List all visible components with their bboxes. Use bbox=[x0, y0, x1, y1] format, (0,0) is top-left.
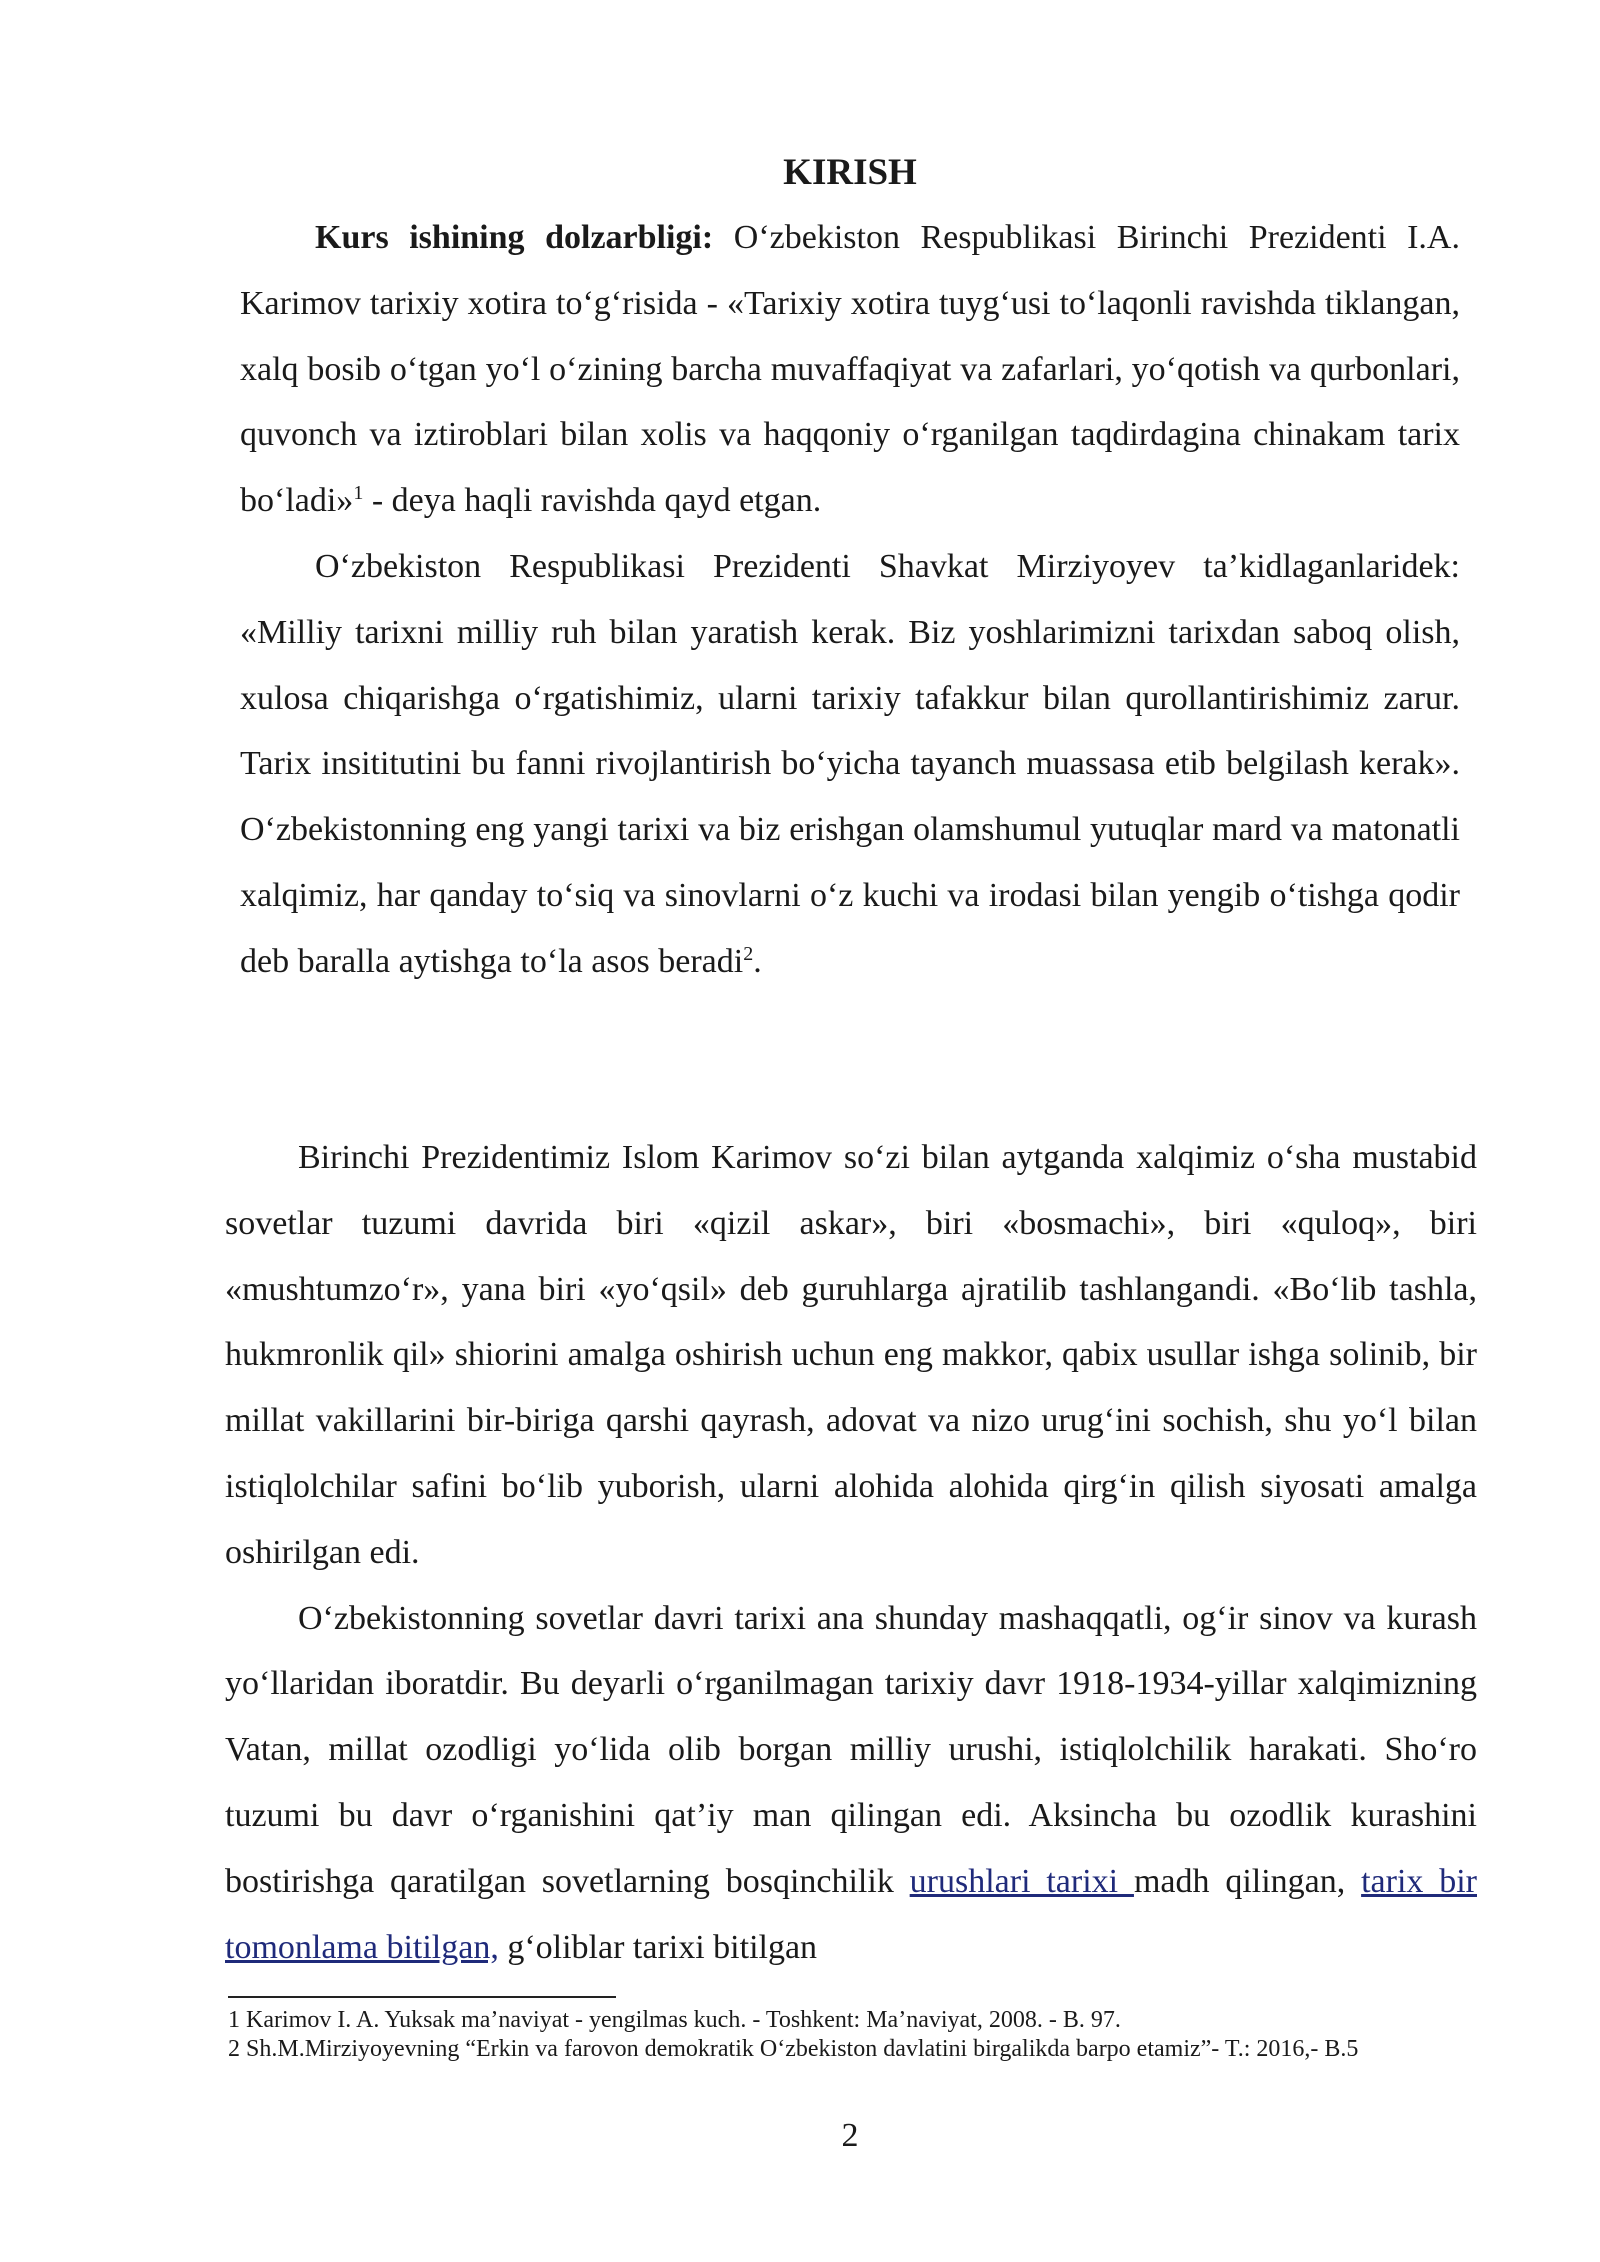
intro-text-end: - deya haqli ravishda qayd etgan. bbox=[363, 482, 822, 520]
intro-block bbox=[240, 205, 1460, 995]
paragraph-2 bbox=[240, 534, 1460, 995]
link-tarix-bir-tomonlama[interactable]: tarix bir tomonlama bitilgan, bbox=[225, 1862, 1477, 1966]
footnote-1: 1 Karimov I. A. Yuksak ma’naviyat - yengilmas kuch. - Toshkent: Ma’naviyat, 2008. - B. 97. bbox=[228, 2007, 1121, 2033]
footnote-2: 2 Sh.M.Mirziyoyevning “Erkin va farovon demokratik O‘zbekiston davlatini birgalikda barpo etamiz”- T.: 2016,- B.5 bbox=[228, 2036, 1359, 2062]
footnote-ref-2[interactable]: 2 bbox=[743, 942, 754, 965]
footnote-ref-1[interactable]: 1 bbox=[353, 482, 364, 505]
page-number: 2 bbox=[841, 2117, 859, 2154]
paragraph-4 bbox=[225, 1586, 1477, 1981]
paragraph-3: Birinchi Prezidentimiz Islom Karimov so‘zi bilan aytganda xalqimiz o‘sha mustabid sovetlar tuzumi davrida biri «qizil askar», biri «bosmachi», biri «quloq», biri «mushtumzo‘r», yana biri «yo‘qsil» deb guruhlarga ajratilib tashlangandi. «Bo‘lib tashla, hukmronlik qil» shiorini amalga oshirish uchun eng makkor, qabix usullar ishga solinib, bir millat vakillarini bir-biriga qarshi qayrash, adovat va nizo urug‘ini sochish, shu yo‘l bilan istiqlolchilar safini bo‘lib yuborish, ularni alohida alohida qirg‘in qilish siyosati amalga oshirilgan edi. bbox=[225, 1139, 1477, 1571]
footnotes bbox=[228, 2006, 1478, 2064]
footnote-separator bbox=[228, 1996, 616, 1998]
paragraph-2-end: . bbox=[753, 942, 762, 980]
intro-text: O‘zbekiston Respublikasi Birinchi Prezidenti I.A. Karimov tarixiy xotira to‘g‘risida - «Tarixiy xotira tuyg‘usi to‘laqonli ravishda tiklangan, xalq bosib o‘tgan yo‘l o‘zining barcha muvaffaqiyat va zafarlari, yo‘qotish va qurbonlari, quvonch va iztiroblari bilan xolis va haqqoniy o‘rganilgan taqdirdagina chinakam tarix bo‘ladi» bbox=[240, 219, 1460, 520]
paragraph-2-text: O‘zbekiston Respublikasi Prezidenti Shavkat Mirziyoyev ta’kidlaganlaridek: «Milliy tarixni milliy ruh bilan yaratish kerak. Biz yoshlarimizni tarixdan saboq olish, xulosa chiqarishga o‘rgatishimiz, ularni tarixiy tafakkur bilan qurollantirishimiz zarur. Tarix insititutini bu fanni rivojlantirish bo‘yicha tayanch muassasa etib belgilash kerak». O‘zbekistonning eng yangi tarixi va biz erishgan olamshumul yutuqlar mard va matonatli xalqimiz, har qanday to‘siq va sinovlarni o‘z kuchi va irodasi bilan yengib o‘tishga qodir deb baralla aytishga to‘la asos beradi bbox=[240, 547, 1460, 980]
paragraph-4-end: g‘oliblar tarixi bitilgan bbox=[498, 1928, 818, 1966]
link-urushlari-tarixi[interactable]: urushlari tarixi bbox=[909, 1862, 1134, 1900]
paragraph-4-middle: madh qilingan, bbox=[1133, 1862, 1362, 1900]
intro-paragraph bbox=[240, 205, 1460, 534]
paragraph-4-text: O‘zbekistonning sovetlar davri tarixi ana shunday mashaqqatli, og‘ir sinov va kurash yo‘llaridan iboratdir. Bu deyarli o‘rganilmagan tarixiy davr 1918-1934-yillar xalqimizning Vatan, millat ozodligi yo‘lida olib borgan milliy urushi, istiqlolchilik harakati. Sho‘ro tuzumi bu davr o‘rganishini qat’iy man qilingan edi. Aksincha bu ozodlik kurashini bostirishga qaratilgan sovetlarning bosqinchilik bbox=[225, 1599, 1477, 1900]
page-title: KIRISH bbox=[783, 152, 917, 193]
intro-lead: Kurs ishining dolzarbligi: bbox=[315, 219, 714, 256]
main-block bbox=[225, 1125, 1477, 1980]
